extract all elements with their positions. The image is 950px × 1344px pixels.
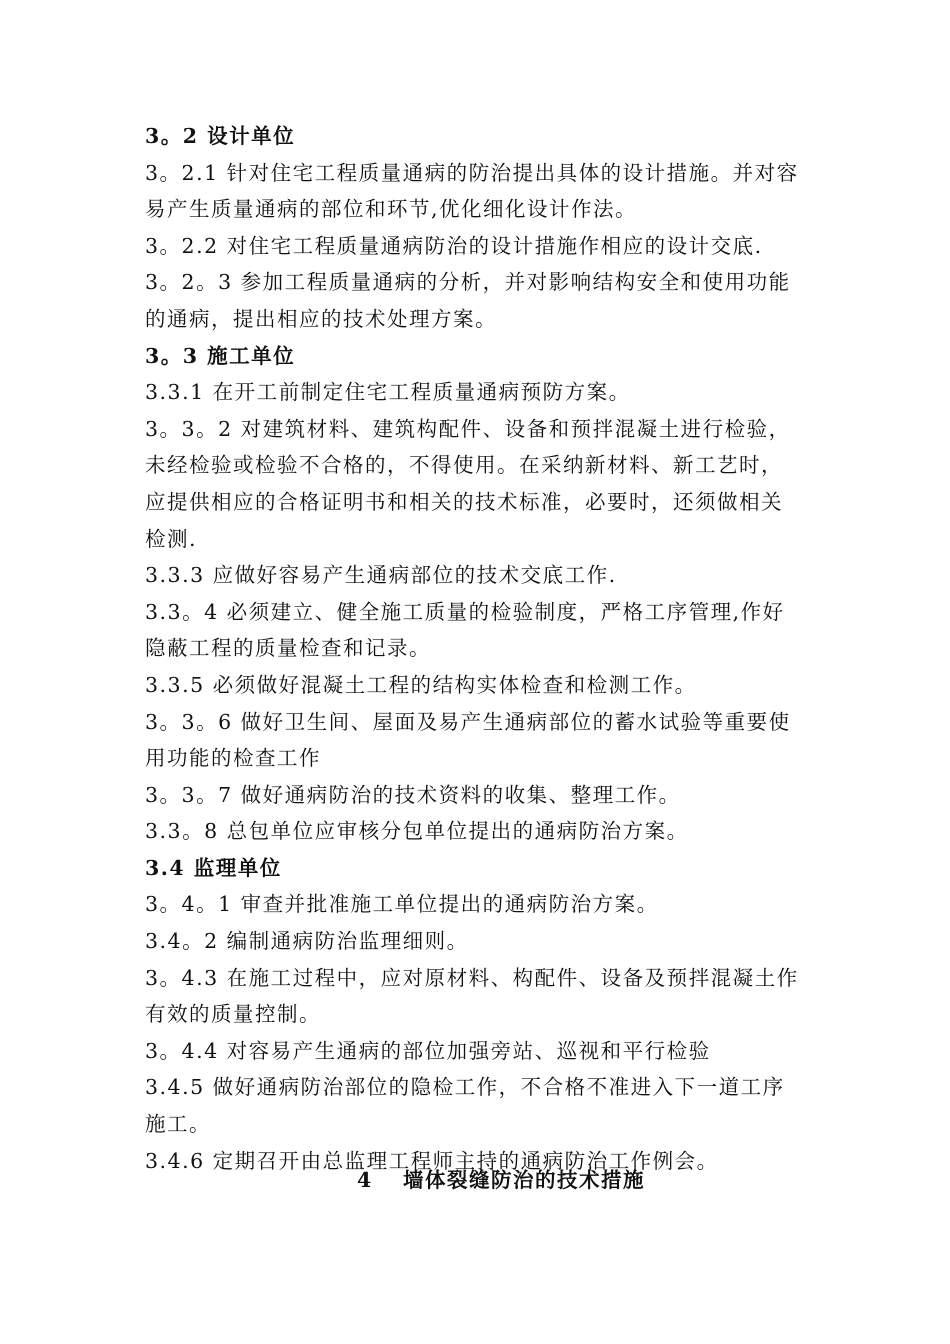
section-heading: 3。2 设计单位	[145, 124, 296, 148]
paragraph-line: 3.3。4 必须建立、健全施工质量的检验制度，严格工序管理,作好	[145, 599, 785, 624]
paragraph-line: 3。4。1 审查并批准施工单位提出的通病防治方案。	[145, 892, 659, 917]
paragraph-line: 3。4.4 对容易产生通病的部位加强旁站、巡视和平行检验	[145, 1038, 711, 1063]
chapter-heading	[0, 1160, 950, 1200]
section-heading: 3.4 监理单位	[145, 855, 282, 880]
paragraph-line: 3.3.5 必须做好混凝土工程的结构实体检查和检测工作。	[145, 672, 697, 697]
chapter-number: 4	[357, 1168, 373, 1192]
paragraph-line: 3。3。6 做好卫生间、屋面及易产生通病部位的蓄水试验等重要使	[145, 709, 791, 734]
chapter-title: 墙体裂缝防治的技术措施	[403, 1168, 645, 1192]
paragraph-line: 应提供相应的合格证明书和相关的技术标准，必要时，还须做相关	[145, 489, 783, 514]
paragraph-line: 检测.	[145, 526, 198, 551]
paragraph-line: 3。2.1 针对住宅工程质量通病的防治提出具体的设计措施。并对容	[145, 160, 799, 185]
paragraph-line: 3.4。2 编制通病防治监理细则。	[145, 929, 469, 954]
paragraph-line: 未经检验或检验不合格的，不得使用。在采纳新材料、新工艺时，	[145, 453, 783, 478]
paragraph-line: 隐蔽工程的质量检查和记录。	[145, 636, 431, 661]
paragraph-line: 3。3。2 对建筑材料、建筑构配件、设备和预拌混凝土进行检验，	[145, 416, 791, 441]
paragraph-line: 施工。	[145, 1112, 211, 1137]
paragraph-line: 3.4.5 做好通病防治部位的隐检工作，不合格不准进入下一道工序	[145, 1075, 785, 1100]
paragraph-line: 3。2.2 对住宅工程质量通病防治的设计措施作相应的设计交底.	[145, 233, 763, 258]
paragraph-line: 3.3.3 应做好容易产生通病部位的技术交底工作.	[145, 563, 617, 588]
document-body	[145, 118, 810, 1179]
paragraph-line: 用功能的检查工作	[145, 746, 321, 771]
paragraph-line: 3.4.6 定期召开由总监理工程师主持的通病防治工作例会。	[145, 1148, 719, 1173]
paragraph-line: 3。3。7 做好通病防治的技术资料的收集、整理工作。	[145, 782, 681, 807]
paragraph-line: 的通病，提出相应的技术处理方案。	[145, 306, 497, 331]
paragraph-line: 3。2。3 参加工程质量通病的分析，并对影响结构安全和使用功能	[145, 270, 791, 295]
paragraph-line: 3.3。8 总包单位应审核分包单位提出的通病防治方案。	[145, 819, 689, 844]
section-heading: 3。3 施工单位	[145, 343, 296, 368]
paragraph-line: 易产生质量通病的部位和环节,优化细化设计作法。	[145, 197, 638, 222]
paragraph-line: 3。4.3 在施工过程中，应对原材料、构配件、设备及预拌混凝土作	[145, 965, 799, 990]
paragraph-line: 有效的质量控制。	[145, 1002, 321, 1027]
paragraph-line: 3.3.1 在开工前制定住宅工程质量通病预防方案。	[145, 380, 631, 405]
